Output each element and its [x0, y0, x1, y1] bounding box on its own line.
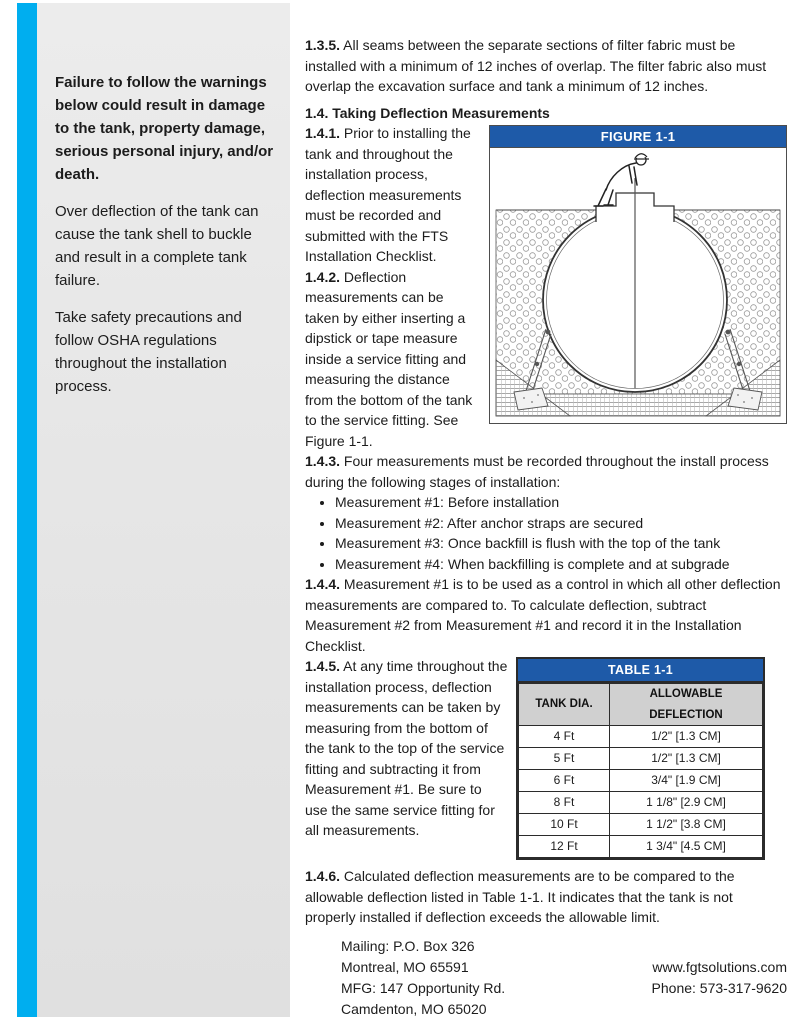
section-text: Calculated deflection measurements are to be compared to the allowable deflection listed in Table 1-1. It indicates that the tank is not properly installed if deflection exceeds the allowable limit. — [305, 868, 735, 925]
cell-allowable-deflection: 3/4" [1.9 CM] — [610, 770, 763, 792]
phone-text: Phone: 573-317-9620 — [651, 979, 787, 996]
section-1-4-4 — [305, 574, 787, 656]
table-title: TABLE 1-1 — [518, 659, 763, 683]
section-1-4-heading: 1.4. Taking Deflection Measurements — [305, 104, 550, 121]
warning-panel — [37, 3, 290, 1017]
section-text: Measurement #1 is to be used as a control in which all other deflection measurements are compared to. To calculate deflection, subtract Measurement #2 from Measurement #1 and record it in the Installation Checklist. — [305, 576, 781, 654]
figure-title: FIGURE 1-1 — [490, 126, 786, 148]
anchor-block-left — [514, 388, 548, 410]
cell-allowable-deflection: 1 3/4" [4.5 CM] — [610, 836, 763, 858]
cell-allowable-deflection: 1/2" [1.3 CM] — [610, 748, 763, 770]
cell-tank-dia: 10 Ft — [519, 814, 610, 836]
section-text: Four measurements must be recorded throughout the install process during the following stages of installation: — [305, 453, 769, 490]
measurement-list — [305, 492, 787, 574]
cell-tank-dia: 6 Ft — [519, 770, 610, 792]
main-content — [305, 35, 787, 1020]
contact-block — [652, 936, 787, 1020]
section-number: 1.4.2. — [305, 268, 341, 285]
table-row — [519, 836, 763, 858]
figure-body — [490, 148, 786, 423]
section-number: 1.4.6. — [305, 868, 341, 884]
section-number: 1.4.3. — [305, 453, 341, 469]
figure-1-1 — [489, 125, 787, 424]
mailing-line: Camdenton, MO 65020 — [341, 1000, 487, 1017]
table-row — [519, 814, 763, 836]
section-1-4-6 — [305, 866, 787, 928]
cell-tank-dia: 8 Ft — [519, 792, 610, 814]
cell-tank-dia: 12 Ft — [519, 836, 610, 858]
section-text: Deflection measurements can be taken by either inserting a dipstick or tape measure inside a service fitting and measuring the distance from the bottom of the tank to the service fitting. See Figure 1-1. — [305, 268, 473, 449]
warning-paragraph: Take safety precautions and follow OSHA regulations throughout the installation process. — [55, 309, 242, 395]
cell-allowable-deflection: 1/2" [1.3 CM] — [610, 726, 763, 748]
tank-installation-diagram — [490, 148, 786, 423]
table-row — [519, 748, 763, 770]
warning-paragraph: Over deflection of the tank can cause the tank shell to buckle and result in a complete tank failure. — [55, 203, 259, 289]
col-header-tank-dia: TANK DIA. — [519, 684, 610, 726]
measurement-item: • Measurement #1: Before installation — [335, 492, 787, 513]
mailing-line: Montreal, MO 65591 — [341, 958, 469, 975]
cell-allowable-deflection: 1 1/8" [2.9 CM] — [610, 792, 763, 814]
section-1-3-5 — [305, 35, 787, 97]
warning-sidebar — [17, 3, 290, 1017]
cell-allowable-deflection: 1 1/2" [3.8 CM] — [610, 814, 763, 836]
accent-bar — [17, 3, 37, 1017]
mailing-block — [341, 936, 505, 1020]
cell-tank-dia: 5 Ft — [519, 748, 610, 770]
section-text: All seams between the separate sections of filter fabric must be installed with a minimum of 12 inches of overlap. The filter fabric also must overlap the excavation surface and tank a minimum of 12 inches. — [305, 37, 767, 94]
mailing-line: MFG: 147 Opportunity Rd. — [341, 979, 506, 996]
section-number: 1.4.5. — [305, 658, 341, 674]
warning-heading: Failure to follow the warnings below could result in damage to the tank, property damage, serious personal injury, and/or death. — [55, 74, 274, 183]
measurement-item: • Measurement #3: Once backfill is flush with the top of the tank — [335, 533, 787, 554]
cell-tank-dia: 4 Ft — [519, 726, 610, 748]
section-text: At any time throughout the installation process, deflection measurements can be taken by measuring from the bottom of the tank to the top of the service fitting and subtracting it from Measurement #1. Be sure to use the same service fitting for all measurements. — [305, 658, 508, 838]
table-header-row — [519, 684, 763, 726]
table-row — [519, 792, 763, 814]
table-row — [519, 770, 763, 792]
measurement-item: • Measurement #4: When backfilling is complete and at subgrade — [335, 554, 787, 575]
mailing-line: Mailing: P.O. Box 326 — [341, 937, 475, 954]
table-1-1 — [516, 657, 765, 860]
website-text: www.fgtsolutions.com — [652, 958, 787, 975]
footer — [341, 936, 787, 1020]
section-number: 1.4.4. — [305, 576, 341, 592]
measurement-item: • Measurement #2: After anchor straps are secured — [335, 513, 787, 534]
section-number: 1.3.5. — [305, 37, 341, 53]
section-text: Prior to installing the tank and throughout the installation process, deflection measurements must be recorded and submitted with the FTS Installation Checklist. — [305, 125, 471, 264]
table-row — [519, 726, 763, 748]
anchor-block-right — [728, 388, 762, 410]
col-header-allowable-deflection: ALLOWABLE DEFLECTION — [610, 684, 763, 726]
section-1-4-3 — [305, 451, 787, 492]
section-number: 1.4.1. — [305, 125, 341, 141]
deflection-table — [518, 683, 763, 858]
